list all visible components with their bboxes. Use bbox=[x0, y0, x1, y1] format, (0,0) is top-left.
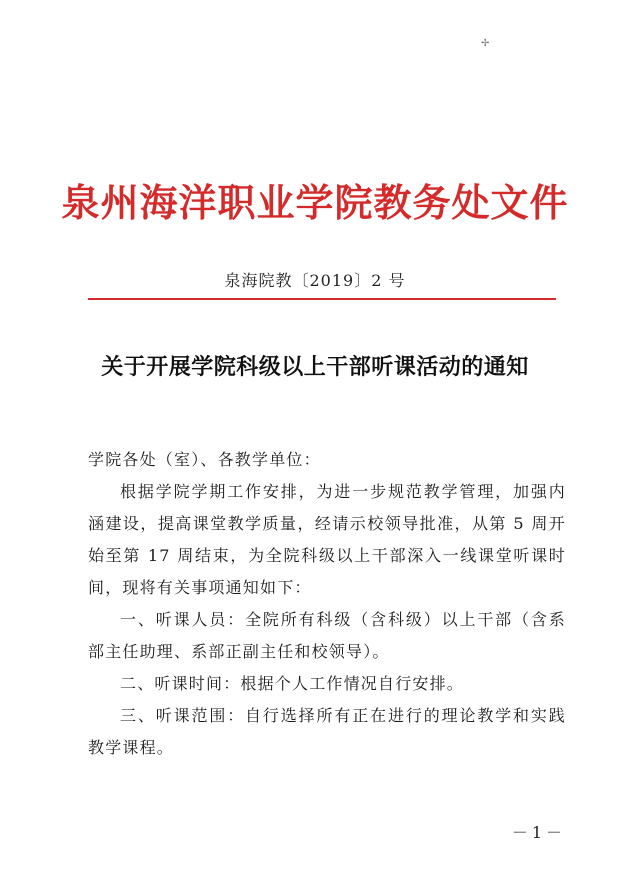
paragraph-scope: 三、听课范围：自行选择所有正在进行的理论教学和实践教学课程。 bbox=[88, 706, 566, 757]
notice-title: 关于开展学院科级以上干部听课活动的通知 bbox=[101, 355, 529, 380]
red-divider bbox=[88, 298, 556, 300]
paragraph-attendees: 一、听课人员：全院所有科级（含科级）以上干部（含系部主任助理、系部正副主任和校领导）。 bbox=[88, 610, 566, 661]
paragraph-time: 二、听课时间：根据个人工作情况自行安排。 bbox=[120, 674, 465, 693]
salutation: 学院各处（室）、各教学单位： bbox=[88, 450, 321, 469]
notice-body bbox=[88, 444, 566, 764]
document-number: 泉海院教〔2019〕2 号 bbox=[224, 271, 406, 290]
page-number: －1－ bbox=[511, 823, 566, 842]
header-title: 泉州海洋职业学院教务处文件 bbox=[61, 180, 569, 225]
paragraph-intro: 根据学院学期工作安排，为进一步规范教学管理，加强内涵建设，提高课堂教学质量，经请示校领导批准，从第 5 周开始至第 17 周结束，为全院科级以上干部深入一线课堂听课时间，现将有关事项通知如下： bbox=[88, 482, 566, 597]
scan-speck-icon: ✢ bbox=[481, 38, 490, 49]
